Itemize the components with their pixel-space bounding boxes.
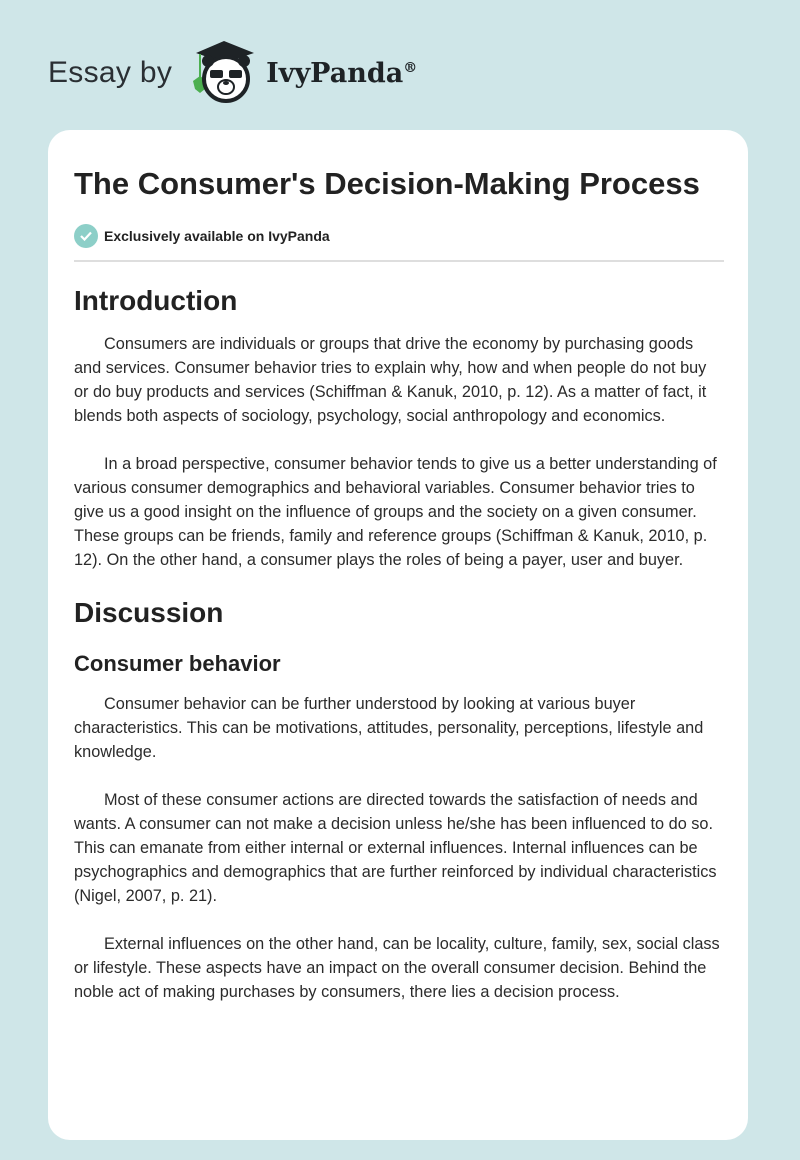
exclusive-badge xyxy=(74,224,724,248)
registered-mark: ® xyxy=(403,59,418,76)
section-heading-discussion: Discussion xyxy=(74,597,224,628)
site-header xyxy=(48,38,417,108)
exclusive-text: Exclusively available on IvyPanda xyxy=(104,228,330,244)
paragraph: In a broad perspective, consumer behavior tends to give us a better understanding of various consumer demographics and behavioral variables. Consumer behavior tries to give us a good insight on the influence of groups and the society on a given consumer. These groups can be friends, family and reference groups (Schiffman & Kanuk, 2010, p. 12). On the other hand, a consumer plays the roles of being a payer, user and buyer. xyxy=(74,455,717,569)
essay-title: The Consumer's Decision-Making Process xyxy=(74,166,700,201)
check-icon xyxy=(74,224,98,248)
paragraph: Consumers are individuals or groups that drive the economy by purchasing goods and services. Consumer behavior tries to explain why, how and when people do not buy or do buy products and services (Schiffman & Kanuk, 2010, p. 12). As a matter of fact, it blends both aspects of sociology, psychology, social anthropology and economics. xyxy=(74,335,707,425)
panda-logo-icon[interactable] xyxy=(188,37,258,110)
section-heading-introduction: Introduction xyxy=(74,285,238,316)
brand-name[interactable] xyxy=(266,58,417,89)
essay-by-label: Essay by xyxy=(48,56,173,89)
paragraph: Most of these consumer actions are directed towards the satisfaction of needs and wants. A consumer can not make a decision unless he/she has been influenced to do so. This can emanate from either internal or external influences. Internal influences can be psychographics and demographics that are further reinforced by individual characteristics (Nigel, 2007, p. 21). xyxy=(74,791,717,905)
subheading-consumer-behavior: Consumer behavior xyxy=(74,651,281,676)
essay-card xyxy=(48,130,748,1140)
divider xyxy=(74,260,724,262)
paragraph: External influences on the other hand, can be locality, culture, family, sex, social class or lifestyle. These aspects have an impact on the overall consumer decision. Behind the noble act of making purchases by consumers, there lies a decision process. xyxy=(74,935,720,1001)
brand-text: IvyPanda xyxy=(266,57,404,89)
paragraph: Consumer behavior can be further understood by looking at various buyer characteristics. This can be motivations, attitudes, personality, perceptions, lifestyle and knowledge. xyxy=(74,695,704,761)
